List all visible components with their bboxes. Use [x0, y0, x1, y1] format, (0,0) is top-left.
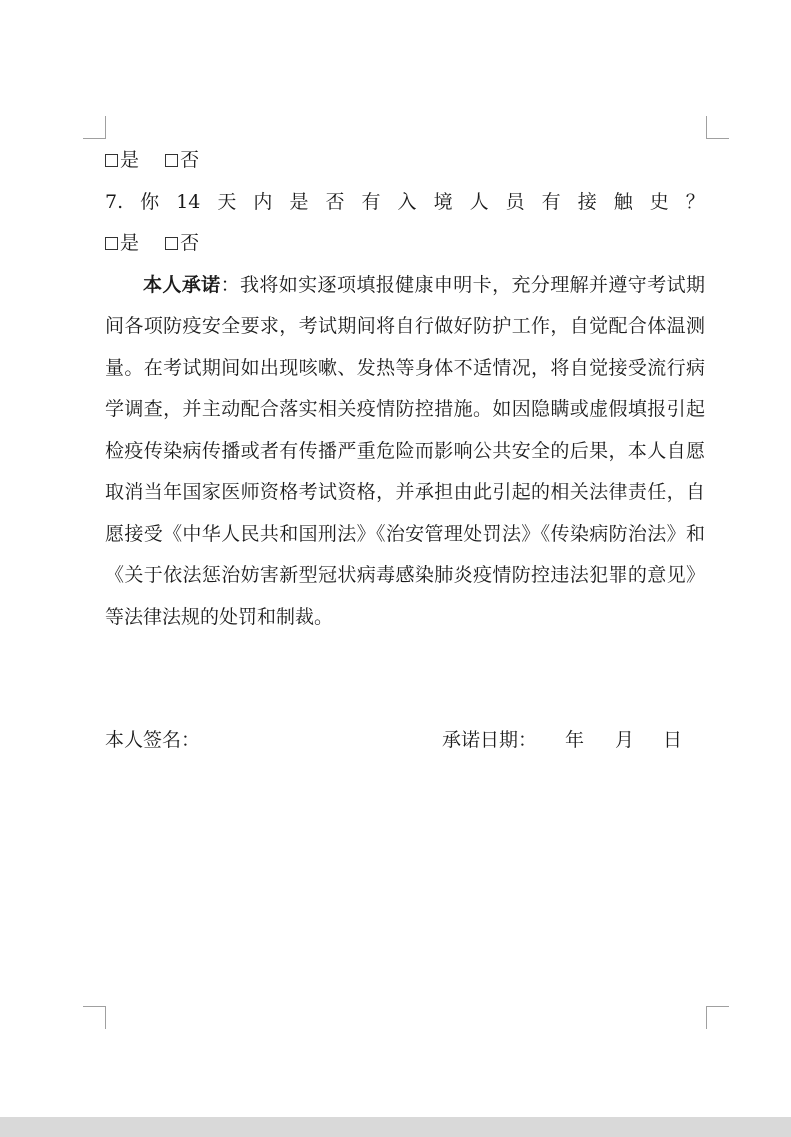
pledge-paragraph: 本人承诺：我将如实逐项填报健康申明卡，充分理解并遵守考试期间各项防疫安全要求，考试期间将自行做好防护工作，自觉配合体温测量。在考试期间如出现咳嗽、发热等身体不适情况，将自觉接受流行病学调查，并主动配合落实相关疫情防控措施。如因隐瞒或虚假填报引起检疫传染病传播或者有传播严重危险而影响公共安全的后果，本人自愿取消当年国家医师资格考试资格，并承担由此引起的相关法律责任，自愿接受《中华人民共和国刑法》《治安管理处罚法》《传染病防治法》和《关于依法惩治妨害新型冠状病毒感染肺炎疫情防控违法犯罪的意见》等法律法规的处罚和制裁。 — [105, 273, 705, 628]
date-label: 承诺日期： — [442, 729, 538, 751]
margin-mark-top-left — [83, 116, 106, 139]
year-label: 年 — [565, 729, 585, 751]
day-label: 日 — [663, 729, 683, 751]
q7-options — [105, 223, 705, 265]
margin-mark-bottom-left — [83, 1006, 106, 1029]
window-bottom-strip — [0, 1117, 791, 1137]
margin-mark-bottom-right — [706, 1006, 729, 1029]
checkbox-icon[interactable] — [165, 237, 178, 250]
signature-label: 本人签名： — [105, 729, 201, 751]
q6-options — [105, 140, 705, 182]
q6-yes-option[interactable]: 是 — [105, 140, 139, 182]
q7-no-option[interactable]: 否 — [165, 223, 199, 265]
pledge-text: 我将如实逐项填报健康申明卡，充分理解并遵守考试期间各项防疫安全要求，考试期间将自行做好防护工作，自觉配合体温测量。在考试期间如出现咳嗽、发热等身体不适情况，将自觉接受流行病学调查，并主动配合落实相关疫情防控措施。如因隐瞒或虚假填报引起检疫传染病传播或者有传播严重危险而影响公共安全的后果，本人自愿取消当年国家医师资格考试资格，并承担由此引起的相关法律责任，自愿接受《中华人民共和国刑法》《治安管理处罚法》《传染病防治法》和《关于依法惩治妨害新型冠状病毒感染肺炎疫情防控违法犯罪的意见》等法律法规的处罚和制裁。 — [105, 273, 705, 628]
q6-no-option[interactable]: 否 — [165, 140, 199, 182]
month-label: 月 — [615, 729, 635, 751]
document-body — [105, 140, 705, 638]
signature-row — [105, 720, 705, 761]
margin-mark-top-right — [706, 116, 729, 139]
checkbox-icon[interactable] — [165, 154, 178, 167]
q7-question: 7. 你 14 天 内 是 否 有 入 境 人 员 有 接 触 史 ？ — [105, 190, 705, 213]
pledge-lead: 本人承诺 — [143, 273, 221, 296]
checkbox-icon[interactable] — [105, 154, 118, 167]
q7-yes-option[interactable]: 是 — [105, 223, 139, 265]
checkbox-icon[interactable] — [105, 237, 118, 250]
